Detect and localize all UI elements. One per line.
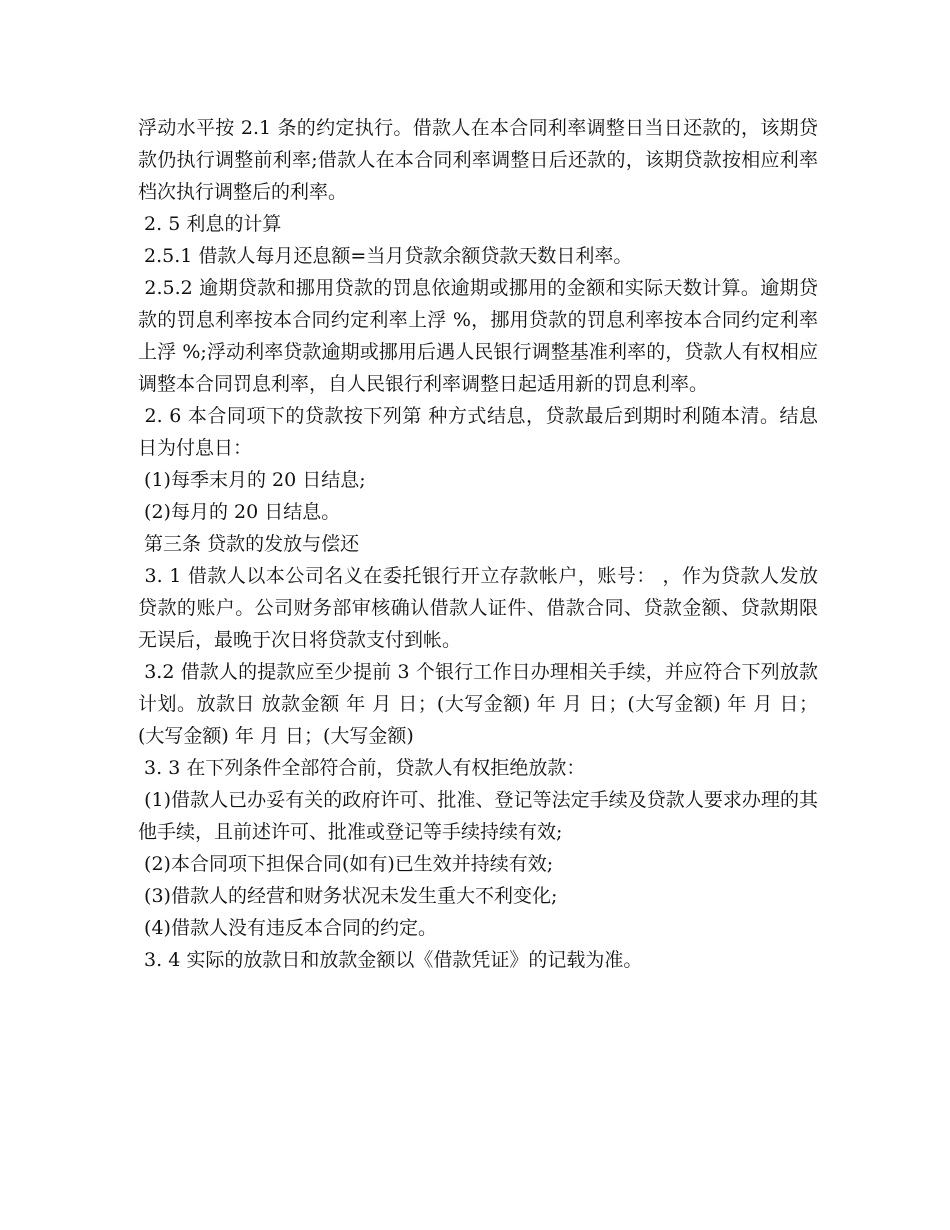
heading-article-3: 第三条 贷款的发放与偿还 [138,533,360,555]
list-item-2-6-1: (1)每季末月的 20 日结息; [138,469,366,491]
list-item-3-3-4: (4)借款人没有违反本合同的约定。 [138,917,437,939]
list-item-3-3-1: (1)借款人已办妥有关的政府许可、批准、登记等法定手续及贷款人要求办理的其他手续，且前述许可、批准或登记等手续持续有效; [138,789,818,843]
paragraph-3-4: 3. 4 实际的放款日和放款金额以《借款凭证》的记载为准。 [138,949,643,971]
paragraph-interest-adjustment: 浮动水平按 2.1 条的约定执行。借款人在本合同利率调整日当日还款的，该期贷款仍执行调整前利率;借款人在本合同利率调整日后还款的，该期贷款按相应利率档次执行调整后的利率。 [138,117,818,203]
paragraph-2-6: 2. 6 本合同项下的贷款按下列第 种方式结息，贷款最后到期时利随本清。结息日为付息日： [138,405,818,459]
paragraph-2-5-2: 2.5.2 逾期贷款和挪用贷款的罚息依逾期或挪用的金额和实际天数计算。逾期贷款的罚息利率按本合同约定利率上浮 %，挪用贷款的罚息利率按本合同约定利率上浮 %;浮动利率贷款逾期或挪用后遇人民银行调整基准利率的，贷款人有权相应调整本合同罚息利率，自人民银行利率调整日起适用新的罚息利率。 [138,277,818,395]
heading-2-5: 2. 5 利息的计算 [138,213,282,235]
list-item-3-3-2: (2)本合同项下担保合同(如有)已生效并持续有效; [138,853,554,875]
list-item-3-3-3: (3)借款人的经营和财务状况未发生重大不利变化; [138,885,558,907]
list-item-2-6-2: (2)每月的 20 日结息。 [138,501,341,523]
paragraph-3-3: 3. 3 在下列条件全部符合前，贷款人有权拒绝放款： [138,757,586,779]
paragraph-3-2: 3.2 借款人的提款应至少提前 3 个银行工作日办理相关手续，并应符合下列放款计划。放款日 放款金额 年 月 日；(大写金额) 年 月 日；(大写金额) 年 月 日；(大写金额) 年 月 日；(大写金额) [138,661,818,747]
paragraph-2-5-1: 2.5.1 借款人每月还息额=当月贷款余额贷款天数日利率。 [138,245,633,267]
paragraph-3-1: 3. 1 借款人以本公司名义在委托银行开立存款帐户，账号： ，作为贷款人发放贷款的账户。公司财务部审核确认借款人证件、借款合同、贷款金额、贷款期限无误后，最晚于次日将贷款支付到帐。 [138,565,818,651]
document-body [138,112,818,976]
